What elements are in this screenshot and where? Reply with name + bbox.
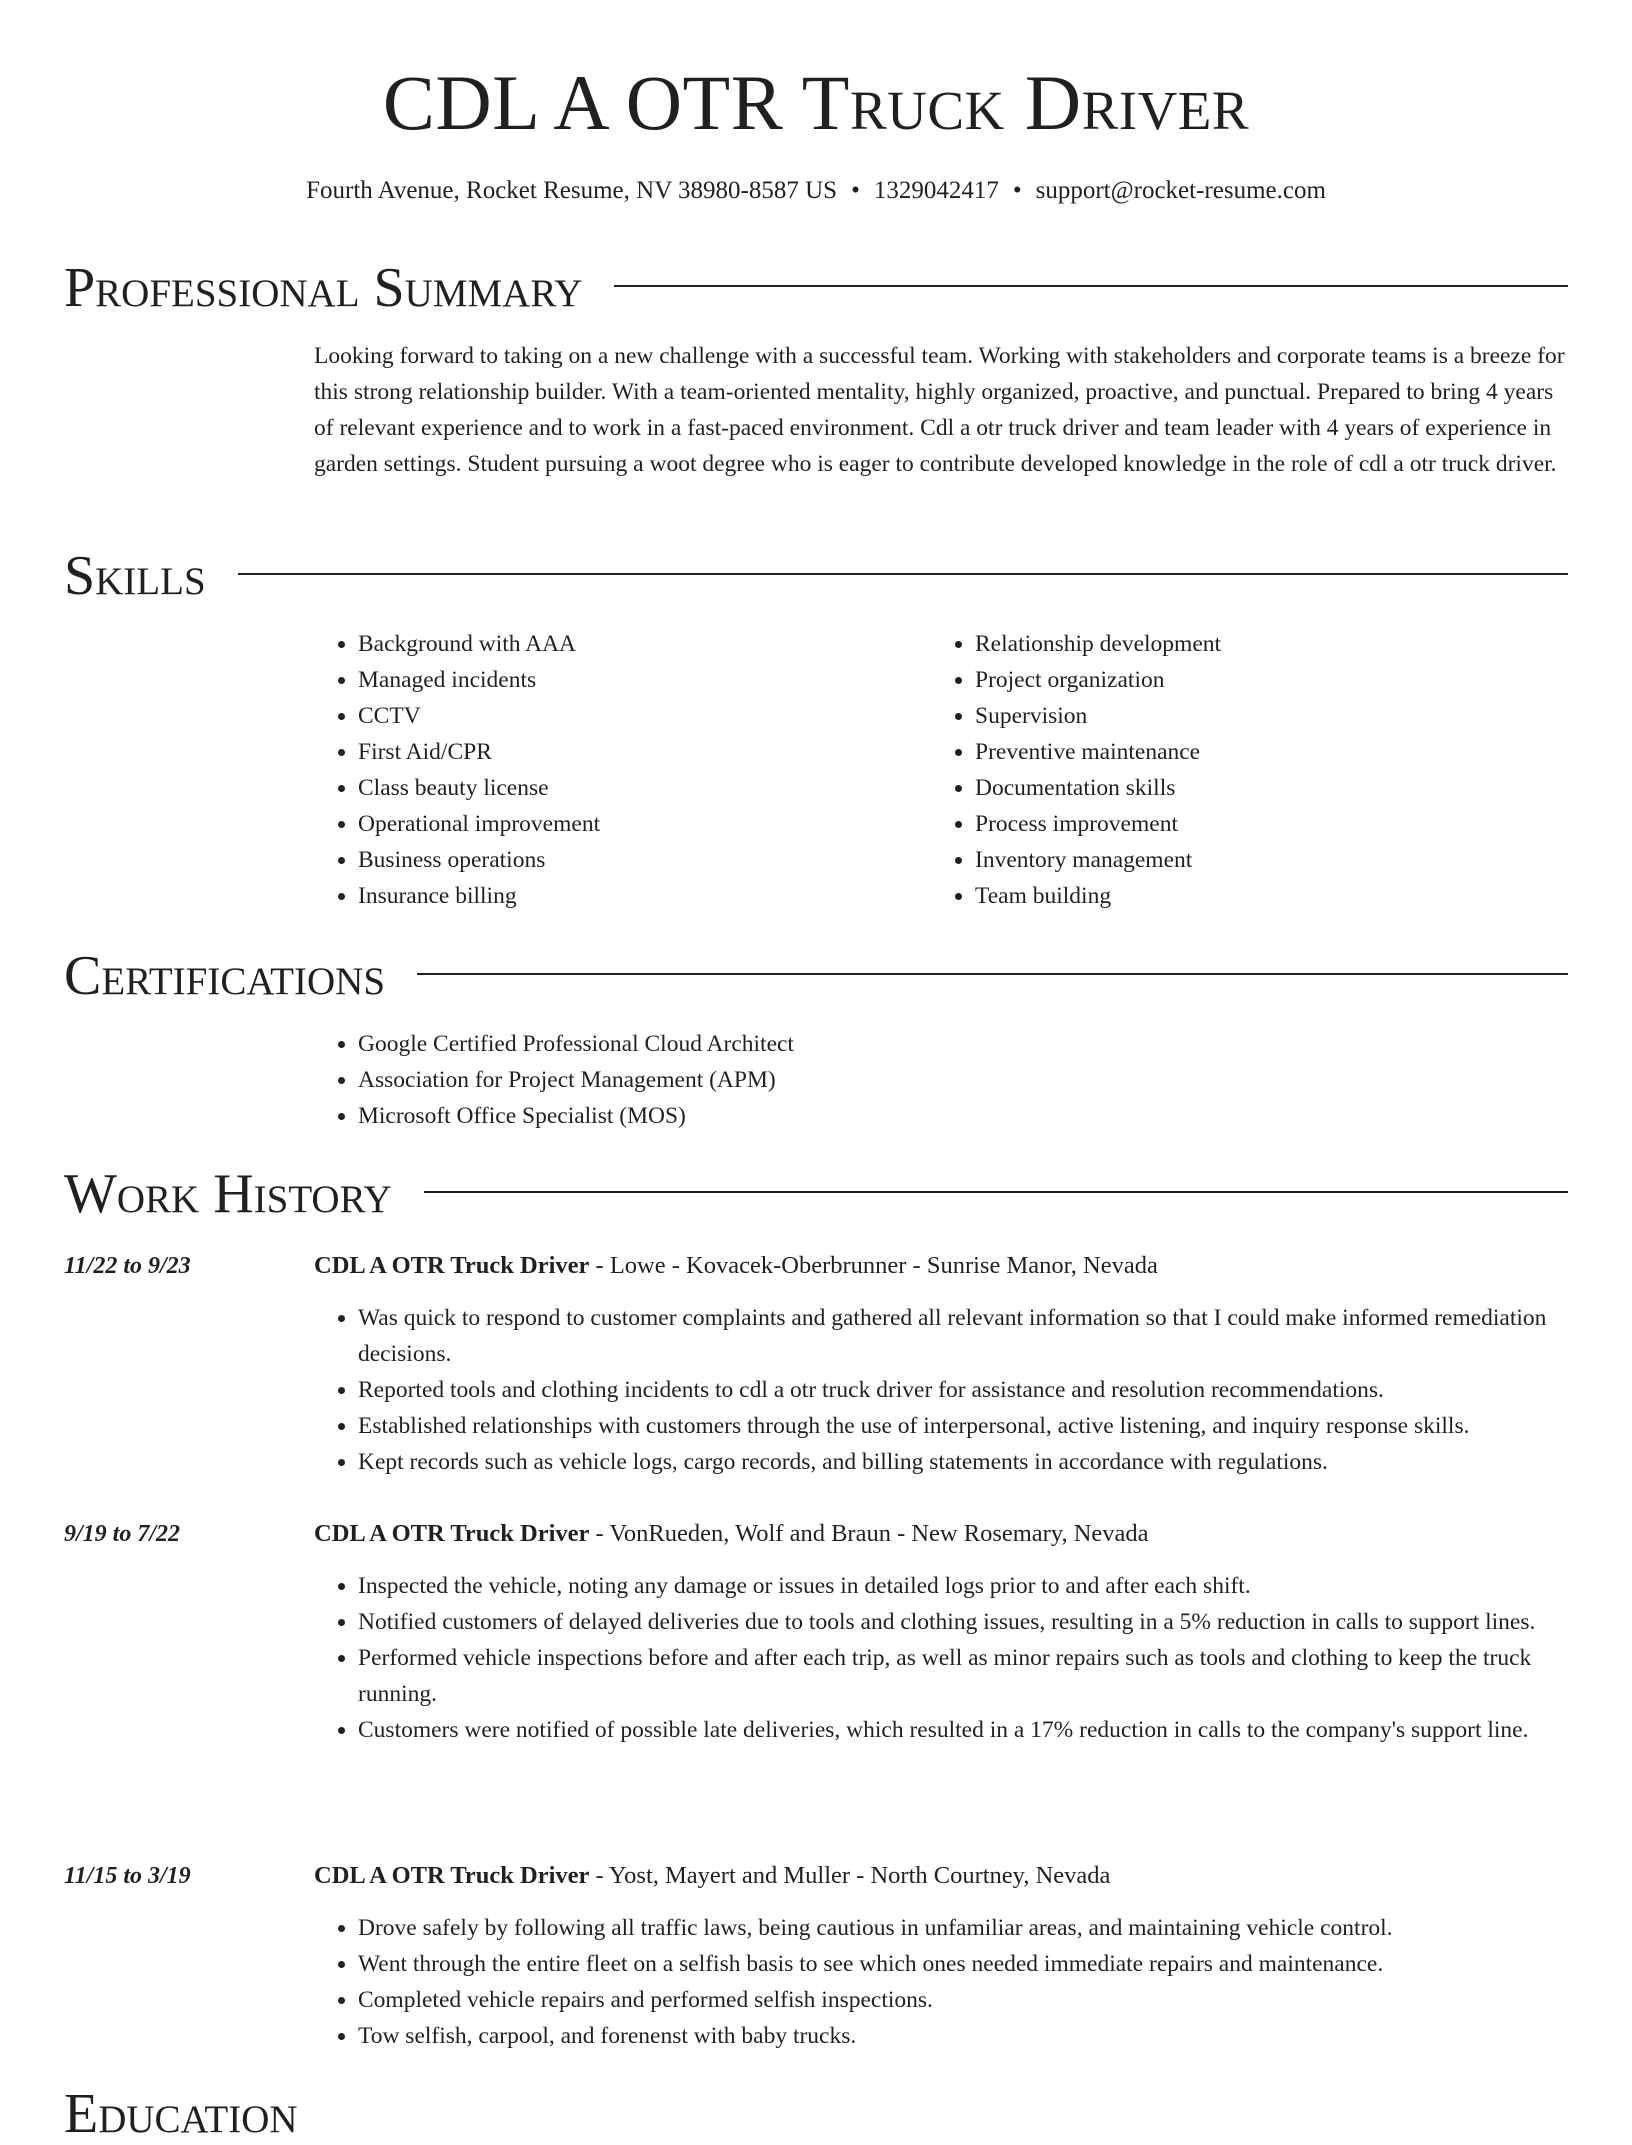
contact-address: Fourth Avenue, Rocket Resume, NV 38980-8587 US — [306, 177, 838, 204]
certification-item: • Google Certified Professional Cloud Architect — [358, 1026, 1314, 1062]
certifications-list — [314, 1026, 1314, 1134]
job-duties — [314, 1910, 1572, 2054]
section-divider — [238, 573, 1568, 575]
section-divider — [614, 285, 1568, 287]
section-divider — [424, 1191, 1568, 1193]
job-duty-item: • Notified customers of delayed deliveries due to tools and clothing issues, resulting in a 5% reduction in calls to support lines. — [358, 1604, 1572, 1640]
job-duty-item: • Kept records such as vehicle logs, cargo records, and billing statements in accordance with regulations. — [358, 1444, 1572, 1480]
skills-section — [64, 546, 1568, 606]
skills-left-column — [314, 626, 874, 914]
job-dates: 11/15 to 3/19 — [64, 1863, 191, 1889]
skills-heading — [64, 546, 1568, 606]
section-title: Certifications — [64, 945, 386, 1007]
job-duty-list — [314, 1300, 1572, 1480]
skill-item: • Operational improvement — [358, 806, 874, 842]
certifications-list-wrap — [314, 1026, 1314, 1134]
section-title: Skills — [64, 545, 206, 607]
job-duty-item: • Reported tools and clothing incidents to cdl a otr truck driver for assistance and resolution recommendations. — [358, 1372, 1572, 1408]
contact-phone: 1329042417 — [873, 177, 999, 204]
skills-list — [931, 626, 1491, 914]
job-employer: - Yost, Mayert and Muller - North Courtney, Nevada — [589, 1862, 1111, 1889]
job-duty-item: • Completed vehicle repairs and performed selfish inspections. — [358, 1982, 1572, 2018]
skill-item: • Insurance billing — [358, 878, 874, 914]
job-duties — [314, 1568, 1572, 1748]
contact-line — [0, 174, 1632, 208]
skill-item: • CCTV — [358, 698, 874, 734]
summary-section — [64, 258, 1568, 318]
education-heading — [64, 2084, 1568, 2144]
summary-text: Looking forward to taking on a new challenge with a successful team. Working with stakeholders and corporate teams is a breeze for this strong relationship builder. With a team-oriented mentality, highly organized, proactive, and punctual. Prepared to bring 4 years of relevant experience and to work in a fast-paced environment. Cdl a otr truck driver and team leader with 4 years of experience in garden settings. Student pursuing a woot degree who is eager to contribute developed knowledge in the role of cdl a otr truck driver. — [314, 343, 1565, 477]
job-duty-item: • Went through the entire fleet on a selfish basis to see which ones needed immediate repairs and maintenance. — [358, 1946, 1572, 1982]
job-duty-item: • Drove safely by following all traffic laws, being cautious in unfamiliar areas, and maintaining vehicle control. — [358, 1910, 1572, 1946]
skill-item: • Background with AAA — [358, 626, 874, 662]
skill-item: • Managed incidents — [358, 662, 874, 698]
job-duty-item: • Tow selfish, carpool, and forenenst with baby trucks. — [358, 2018, 1572, 2054]
skill-item: • Preventive maintenance — [975, 734, 1491, 770]
skill-item: • Relationship development — [975, 626, 1491, 662]
contact-email: support@rocket-resume.com — [1035, 177, 1326, 204]
job-duty-item: • Customers were notified of possible late deliveries, which resulted in a 17% reduction in calls to the company's support line. — [358, 1712, 1572, 1748]
work-history-heading — [64, 1164, 1568, 1224]
job-title: CDL A OTR Truck Driver — [314, 1862, 590, 1889]
skill-item: • Documentation skills — [975, 770, 1491, 806]
job-heading — [314, 1248, 1158, 1284]
section-title: Education — [64, 2083, 298, 2145]
skill-item: • Inventory management — [975, 842, 1491, 878]
certification-item: • Association for Project Management (APM) — [358, 1062, 1314, 1098]
section-divider — [417, 973, 1568, 975]
skill-item: • Team building — [975, 878, 1491, 914]
section-title: Work History — [64, 1163, 392, 1225]
section-title: Professional Summary — [64, 257, 583, 319]
job-employer: - VonRueden, Wolf and Braun - New Rosemary, Nevada — [589, 1520, 1149, 1547]
skill-item: • First Aid/CPR — [358, 734, 874, 770]
work-history-section — [64, 1164, 1568, 1224]
job-duty-item: • Inspected the vehicle, noting any damage or issues in detailed logs prior to and after each shift. — [358, 1568, 1572, 1604]
contact-separator: • — [1012, 177, 1022, 204]
resume-name: CDL A OTR Truck Driver — [382, 59, 1250, 146]
job-duty-item: • Established relationships with customers through the use of interpersonal, active listening, and inquiry response skills. — [358, 1408, 1572, 1444]
job-duty-item: • Performed vehicle inspections before and after each trip, as well as minor repairs such as tools and clothing to keep the truck running. — [358, 1640, 1572, 1712]
skills-right-column — [931, 626, 1491, 914]
contact-separator: • — [851, 177, 860, 204]
skill-item: • Supervision — [975, 698, 1491, 734]
job-heading — [314, 1516, 1149, 1552]
job-title: CDL A OTR Truck Driver — [314, 1252, 590, 1279]
skill-item: • Process improvement — [975, 806, 1491, 842]
skill-item: • Class beauty license — [358, 770, 874, 806]
job-title: CDL A OTR Truck Driver — [314, 1520, 590, 1547]
certifications-heading — [64, 946, 1568, 1006]
skills-list — [314, 626, 874, 914]
skill-item: • Project organization — [975, 662, 1491, 698]
certification-item: • Microsoft Office Specialist (MOS) — [358, 1098, 1314, 1134]
job-duty-item: • Was quick to respond to customer complaints and gathered all relevant information so that I could make informed remediation decisions. — [358, 1300, 1572, 1372]
job-heading — [314, 1858, 1110, 1894]
summary-heading — [64, 258, 1568, 318]
job-dates: 11/22 to 9/23 — [64, 1253, 191, 1279]
education-section — [64, 2084, 1568, 2144]
job-dates: 9/19 to 7/22 — [64, 1521, 181, 1547]
job-duties — [314, 1300, 1572, 1480]
job-employer: - Lowe - Kovacek-Oberbrunner - Sunrise Manor, Nevada — [589, 1252, 1158, 1279]
job-duty-list — [314, 1910, 1572, 2054]
job-duty-list — [314, 1568, 1572, 1748]
skill-item: • Business operations — [358, 842, 874, 878]
certifications-section — [64, 946, 1568, 1006]
